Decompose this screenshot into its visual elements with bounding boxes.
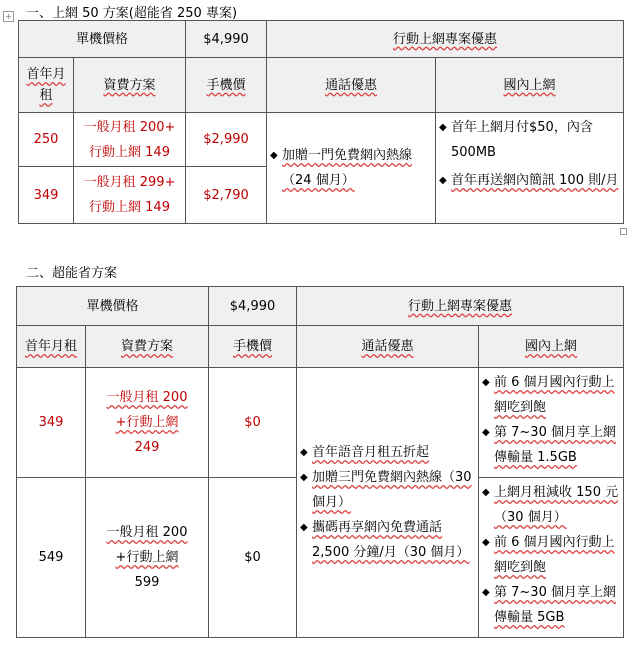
- list-item: ◆ 加贈三門免費網內熱線（30 個月）: [300, 465, 475, 515]
- diamond-bullet-icon: ◆: [270, 150, 278, 161]
- phone-price-value: $4,990: [209, 287, 297, 326]
- list-item: ◆ 第 7~30 個月享上網傳輸量 1.5GB: [482, 420, 620, 470]
- plan-line: 一般月租 200: [106, 390, 188, 405]
- plan-table-2: [16, 286, 624, 638]
- list-item: ◆ 首年語音月租五折起: [300, 440, 475, 465]
- plan-cell: [86, 368, 209, 478]
- table-row: [19, 113, 624, 167]
- plan-line: 行動上網 149: [89, 144, 170, 160]
- plan-table-1: [18, 20, 624, 224]
- diamond-bullet-icon: ◆: [300, 472, 308, 483]
- list-item: ◆ 攜碼再享網內免費通話 2,500 分鐘/月（30 個月）: [300, 515, 475, 565]
- diamond-bullet-icon: ◆: [482, 587, 490, 598]
- plan-line: 249: [134, 440, 160, 455]
- list-item: ◆ 上網月租減收 150 元（30 個月）: [482, 480, 620, 530]
- plan-cell: [74, 167, 186, 224]
- col-plan: 資費方案: [74, 58, 186, 113]
- diamond-bullet-icon: ◆: [300, 447, 308, 458]
- col-monthly-fee: 首年月租: [19, 58, 74, 113]
- section1-title: 一、上網 50 方案(超能省 250 專案): [26, 6, 238, 21]
- handset-price: $2,990: [186, 113, 267, 167]
- plan-cell: [86, 478, 209, 638]
- list-item: ◆ 首年再送網內簡訊 100 則/月: [439, 168, 620, 193]
- phone-price-label: 單機價格: [19, 21, 186, 58]
- plan-line: 一般月租 299+: [83, 175, 176, 190]
- diamond-bullet-icon: ◆: [482, 377, 490, 388]
- diamond-bullet-icon: ◆: [482, 427, 490, 438]
- table-row: [17, 368, 624, 478]
- plan-line: 599: [134, 575, 160, 590]
- diamond-bullet-icon: ◆: [482, 537, 490, 548]
- monthly-fee: 349: [19, 167, 74, 224]
- section2-title: 二、超能省方案: [26, 266, 118, 281]
- col-plan: 資費方案: [86, 326, 209, 368]
- monthly-fee: 549: [17, 478, 86, 638]
- data-offer-cell: [479, 368, 624, 478]
- handset-price: $0: [209, 478, 297, 638]
- handset-price: $0: [209, 368, 297, 478]
- monthly-fee: 349: [17, 368, 86, 478]
- col-call-offer: 通話優惠: [267, 58, 436, 113]
- list-item: ◆ 首年上網月付$50，內含 500MB: [439, 115, 620, 165]
- plan-line: +行動上網: [115, 415, 179, 430]
- handset-price: $2,790: [186, 167, 267, 224]
- diamond-bullet-icon: ◆: [439, 122, 447, 133]
- diamond-bullet-icon: ◆: [439, 175, 447, 186]
- col-domestic-data: 國內上網: [479, 326, 624, 368]
- promo-label: 行動上網專案優惠: [267, 21, 624, 58]
- plan-line: 一般月租 200+: [83, 119, 176, 135]
- data-offer-cell: [436, 113, 624, 224]
- table-move-handle[interactable]: +: [3, 11, 14, 22]
- col-call-offer: 通話優惠: [297, 326, 479, 368]
- list-item: ◆ 前 6 個月國內行動上網吃到飽: [482, 530, 620, 580]
- plan-line: +行動上網: [115, 550, 179, 565]
- col-handset-price: 手機價: [186, 58, 267, 113]
- phone-price-value: $4,990: [186, 21, 267, 58]
- call-offer-cell: [267, 113, 436, 224]
- plan-line: 行動上網 149: [89, 200, 170, 215]
- plan-cell: [74, 113, 186, 167]
- phone-price-label: 單機價格: [17, 287, 209, 326]
- diamond-bullet-icon: ◆: [300, 522, 308, 533]
- col-monthly-fee: 首年月租: [17, 326, 86, 368]
- data-offer-cell: [479, 478, 624, 638]
- list-item: ◆ 加贈一門免費網內熱線（24 個月）: [270, 143, 432, 193]
- diamond-bullet-icon: ◆: [482, 487, 490, 498]
- call-offer-cell: [297, 368, 479, 638]
- promo-label: 行動上網專案優惠: [297, 287, 624, 326]
- table-resize-handle[interactable]: [620, 228, 627, 235]
- plan-line: 一般月租 200: [106, 525, 188, 540]
- col-domestic-data: 國內上網: [436, 58, 624, 113]
- monthly-fee: 250: [19, 113, 74, 167]
- list-item: ◆ 前 6 個月國內行動上網吃到飽: [482, 370, 620, 420]
- list-item: ◆ 第 7~30 個月享上網傳輸量 5GB: [482, 580, 620, 630]
- col-handset-price: 手機價: [209, 326, 297, 368]
